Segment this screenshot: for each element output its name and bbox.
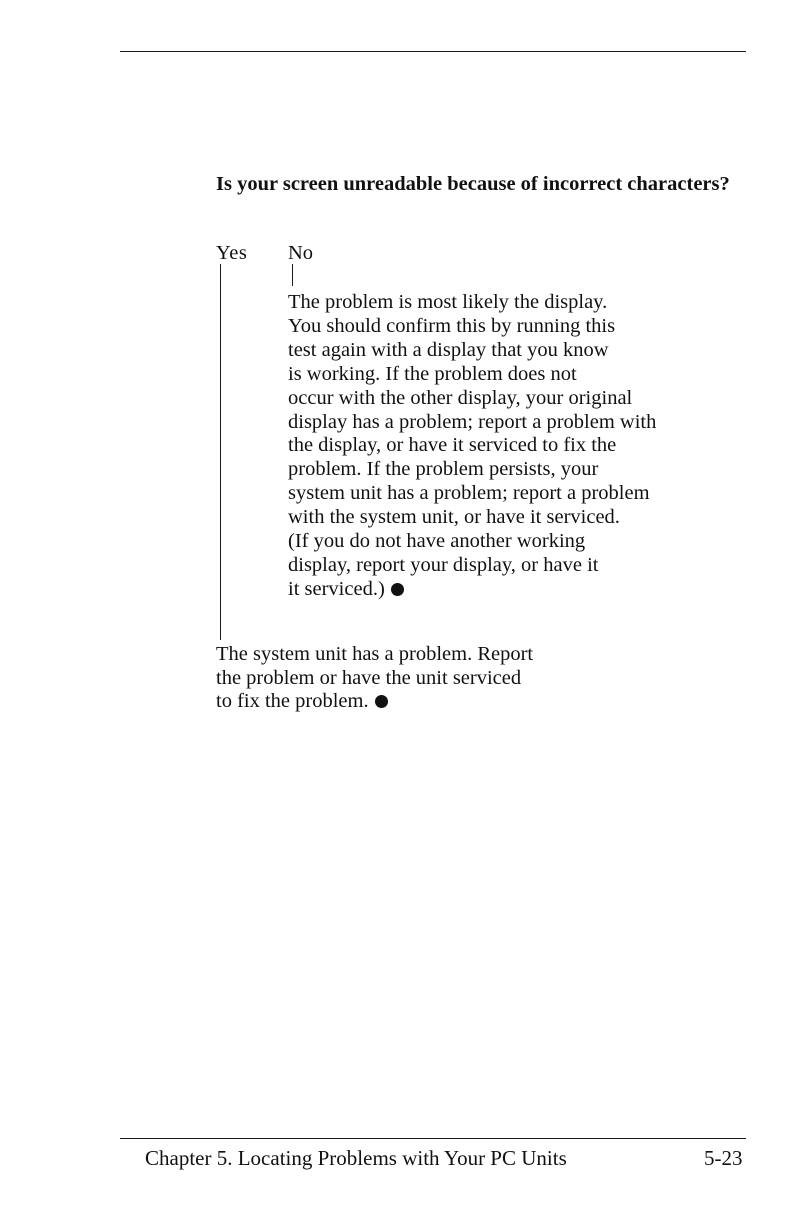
end-bullet-icon <box>375 695 388 708</box>
end-bullet-icon <box>391 583 404 596</box>
no-label: No <box>288 242 314 264</box>
yes-answer-text: The system unit has a problem. Report the problem or have the unit serviced to fix the problem. <box>216 643 534 712</box>
yes-branch-line <box>220 264 221 640</box>
footer-chapter-title: Chapter 5. Locating Problems with Your PC Units <box>145 1146 567 1170</box>
yes-answer-block <box>216 643 736 714</box>
question-heading: Is your screen unreadable because of incorrect characters? <box>216 173 730 195</box>
header-rule <box>120 51 746 52</box>
yes-label: Yes <box>216 242 248 264</box>
footer-rule <box>120 1138 746 1139</box>
no-answer-text: The problem is most likely the display. You should confirm this by running this test again with a display that you know is working. If the problem does not occur with the other display, your original display has a problem; report a problem with the display, or have it serviced to fix the problem. If the problem persists, your system unit has a problem; report a problem with the system unit, or have it serviced. (If you do not have another working display, report your display, or have it it serviced.) <box>288 291 657 600</box>
no-answer-block <box>288 291 778 602</box>
footer-page-number: 5-23 <box>704 1146 743 1170</box>
no-branch-line <box>292 264 293 286</box>
